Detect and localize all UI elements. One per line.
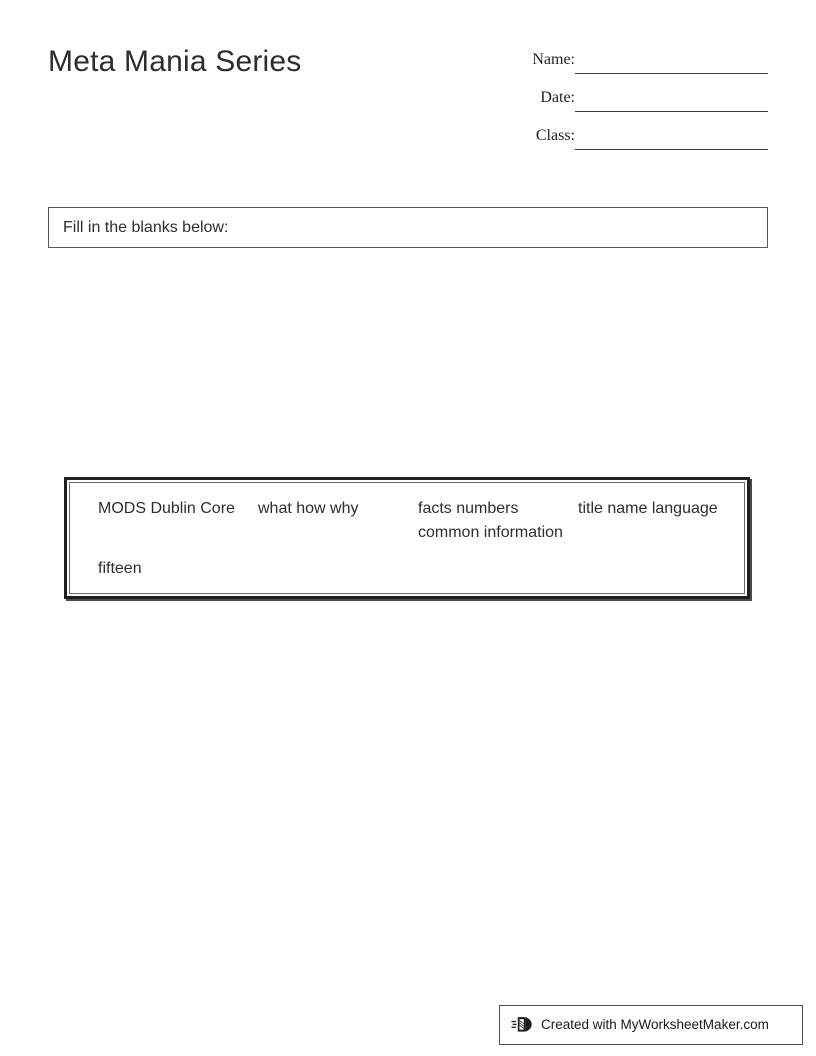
word-bank-cell (578, 557, 738, 581)
name-label: Name: (532, 51, 575, 68)
date-input-line[interactable] (575, 111, 768, 112)
created-with-label: Created with MyWorksheetMaker.com (541, 1016, 769, 1032)
word-bank-inner (69, 482, 745, 594)
instruction-text: Fill in the blanks below: (63, 218, 229, 236)
word-bank-box (64, 477, 750, 599)
class-input-line[interactable] (575, 149, 768, 150)
word-bank-cell (418, 557, 578, 581)
word-bank-row (70, 497, 744, 545)
worksheet-header (48, 44, 768, 164)
class-label: Class: (535, 127, 575, 144)
instruction-box (48, 207, 768, 248)
word-bank-cell: facts numbers common information (418, 500, 563, 541)
info-row-class (518, 124, 768, 162)
name-input-line[interactable] (575, 73, 768, 74)
page-title: Meta Mania Series (48, 45, 302, 78)
student-info-fields (518, 48, 768, 162)
word-bank-cell: title name language (578, 500, 718, 517)
word-bank-cell: MODS Dublin Core (98, 500, 235, 517)
myworksheetmaker-logo-icon (511, 1014, 533, 1036)
info-row-name (518, 48, 768, 86)
created-with-badge[interactable] (499, 1005, 803, 1045)
word-bank-cell (258, 557, 418, 581)
date-label: Date: (540, 89, 575, 106)
word-bank-row (70, 557, 744, 581)
word-bank-cell: fifteen (98, 560, 142, 577)
info-row-date (518, 86, 768, 124)
word-bank-cell: what how why (258, 500, 359, 517)
